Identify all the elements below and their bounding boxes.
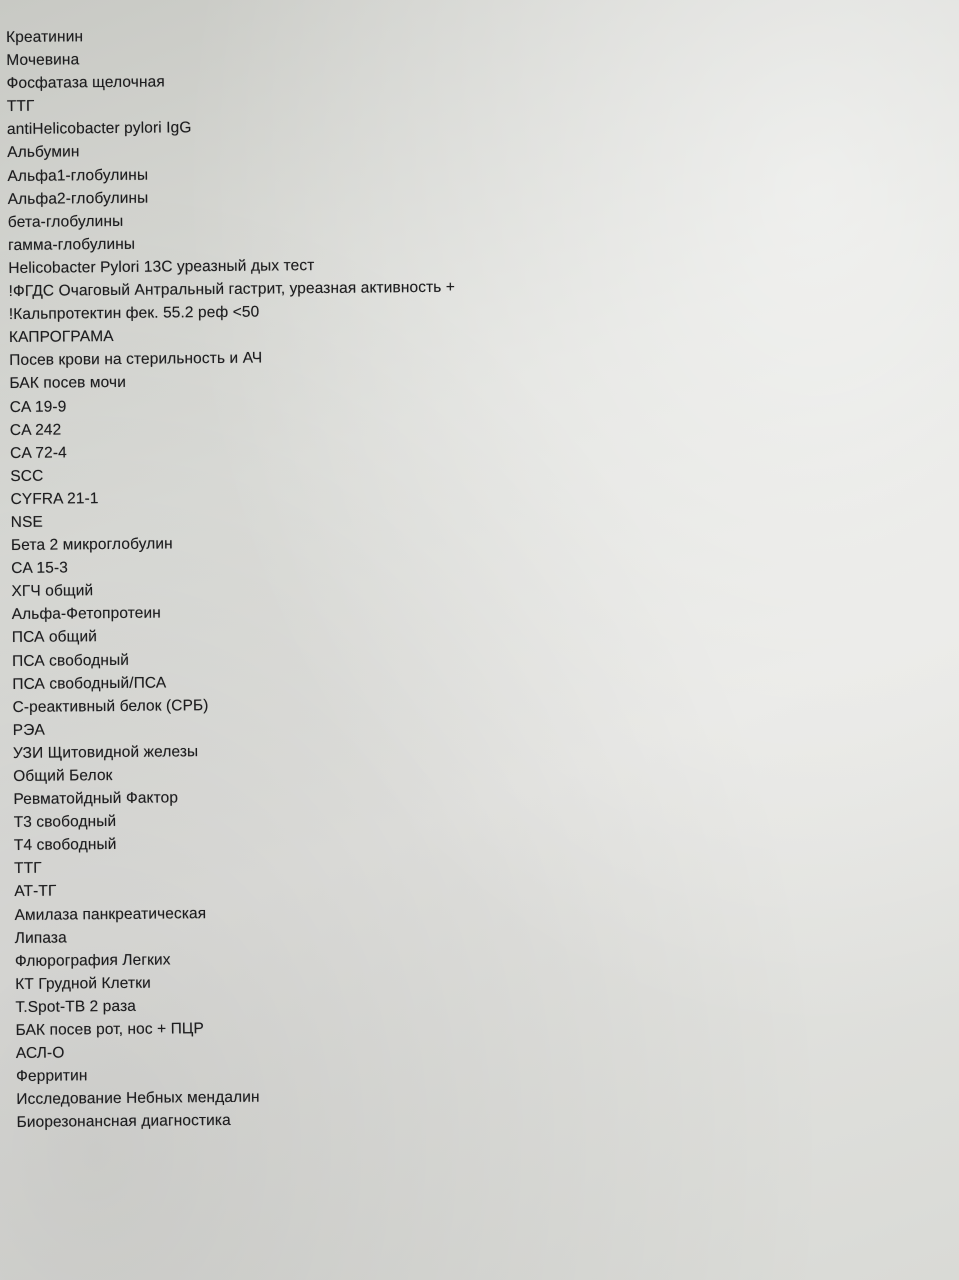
list-item: УЗИ Щитовидной железы — [12, 743, 199, 762]
list-item: Посев крови на стерильность и АЧ — [9, 349, 263, 370]
list-item: Альфа-Фетопротеин — [11, 604, 161, 624]
list-item: Амилаза панкреатическая — [14, 904, 207, 924]
list-item: Бета 2 микроглобулин — [10, 535, 173, 555]
list-item: SCC — [10, 467, 44, 485]
list-item: АТ-ТГ — [14, 883, 57, 901]
list-item: Альбумин — [7, 143, 80, 162]
list-item: CA 242 — [9, 421, 62, 439]
list-item: Мочевина — [6, 51, 80, 70]
list-item: CA 19-9 — [9, 397, 67, 416]
list-item: Т4 свободный — [13, 836, 117, 855]
list-item: БАК посев рот, нос + ПЦР — [15, 1020, 204, 1039]
list-item: Креатинин — [6, 28, 84, 46]
list-item: ПСА свободный — [12, 651, 130, 670]
list-item: Альфа2-глобулины — [7, 189, 149, 208]
list-item: гамма-глобулины — [8, 235, 136, 254]
list-item: РЭА — [12, 721, 45, 739]
list-item: ПСА общий — [11, 628, 98, 647]
list-item: Общий Белок — [13, 767, 113, 785]
list-item: !ФГДС Очаговый Антральный гастрит, уреазная активность + — [8, 278, 456, 301]
list-item: CA 15-3 — [11, 559, 69, 578]
list-item: ХГЧ общий — [11, 582, 94, 601]
list-item: Т3 свободный — [13, 813, 117, 832]
list-item: NSE — [10, 513, 44, 531]
list-item: Ферритин — [16, 1067, 88, 1086]
list-item: бета-глобулины — [7, 212, 124, 231]
list-item: T.Spot-TB 2 раза — [15, 997, 137, 1016]
test-list — [6, 22, 463, 1135]
list-item: ТТГ — [14, 860, 42, 878]
list-item: CA 72-4 — [10, 444, 67, 462]
list-item: КТ Грудной Клетки — [15, 974, 151, 993]
list-item: Исследование Небных мендалин — [16, 1088, 260, 1109]
list-item: Альфа1-глобулины — [7, 166, 149, 185]
list-item: ТТГ — [6, 98, 35, 116]
list-item: АСЛ-О — [15, 1044, 65, 1063]
list-item: Биорезонансная диагностика — [16, 1112, 231, 1132]
list-item: !Кальпротектин фек. 55.2 реф <50 — [8, 303, 260, 324]
list-item: Ревматойдный Фактор — [13, 789, 179, 809]
list-item: Липаза — [14, 929, 67, 947]
list-item: Фосфатаза щелочная — [6, 73, 165, 93]
list-item: CYFRA 21-1 — [10, 490, 99, 508]
list-item: КАПРОГРАМА — [8, 328, 114, 347]
list-item: БАК посев мочи — [9, 374, 127, 393]
list-item: Флюрография Легких — [14, 951, 171, 970]
list-item: antiHelicobacter pylori IgG — [6, 119, 192, 139]
list-item: ПСА свободный/ПСА — [12, 674, 167, 693]
list-item: Helicobacter Pylori 13C уреазный дых тест — [8, 256, 315, 277]
list-item: С-реактивный белок (СРБ) — [12, 696, 209, 716]
